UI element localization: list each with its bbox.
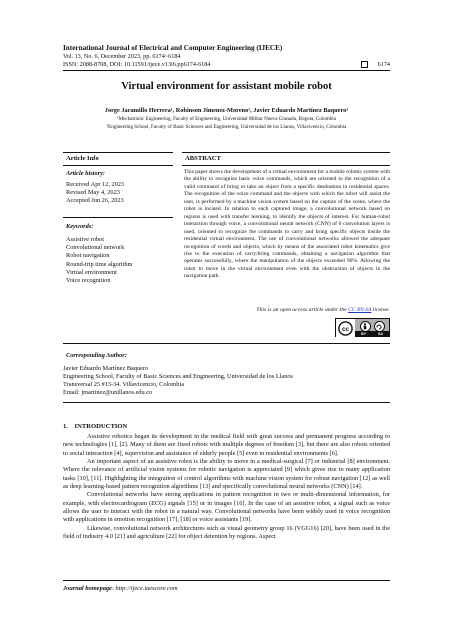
abstract-rule bbox=[182, 165, 390, 166]
journal-name: International Journal of Electrical and Computer Engineering (IJECE) bbox=[63, 44, 283, 52]
homepage-label: Journal homepage bbox=[63, 585, 112, 592]
history-item: Accepted Jun 26, 2023 bbox=[66, 197, 124, 205]
page-number-group bbox=[361, 61, 390, 68]
cc-sa-label: SA bbox=[378, 331, 383, 336]
paragraph: An important aspect of an assistive robot is the ability to move in a medical-surgical [7] or industrial [8] environment. Where the relevance of artificial vision systems for robotic navigation is appreciated [9] which gives rise to many application tasks [10], [11]. Highlighting the integration of control algorithms with machine vision system for robust navigation [12] as well as deep learning-based pattern recognition algorithms [13] and specifically convolutional neural networks (CNN) [14]. bbox=[63, 458, 390, 491]
license-suffix: license. bbox=[371, 307, 390, 313]
history-item: Received Apr 12, 2023 bbox=[66, 181, 125, 188]
introduction-heading: 1. INTRODUCTION bbox=[63, 423, 128, 430]
cc-by-label: BY bbox=[361, 331, 366, 336]
svg-text:cc: cc bbox=[341, 325, 350, 333]
square-icon bbox=[361, 61, 368, 68]
corresponding-address: Transversal 25 #13-34. Villavicencio, Colombia bbox=[63, 381, 184, 388]
article-info-rule bbox=[63, 165, 173, 166]
history-heading: Article history: bbox=[66, 170, 106, 177]
keyword-item: Robot navigation bbox=[66, 252, 110, 260]
header-rule bbox=[63, 70, 390, 71]
corresponding-email: Email: jmartinez@unillanos.edu.co bbox=[63, 389, 153, 396]
keywords-heading: Keywords: bbox=[66, 223, 94, 230]
license-link[interactable]: CC BY-SA bbox=[348, 307, 372, 313]
article-info-heading: Article Info bbox=[66, 155, 99, 162]
journal-homepage bbox=[63, 585, 178, 592]
footer-rule bbox=[63, 580, 390, 581]
affiliation-2: ²Engineering School, Faculty of Basic Sciences and Engineering, Universidad de los Llanos, Villavicencio, Colombia bbox=[106, 124, 347, 130]
paragraph: Likewise, convolutional network architectures such as visual geometry group 16 (VGG16) [20], have been used in the field of industry 4.0 [21] and agriculture [22] for object detention by regions. Aspect bbox=[63, 524, 390, 541]
author-list: Jorge Jaramillo Herrera¹, Robinson Jimenez-Moreno¹, Javier Eduardo Martínez Baquero² bbox=[104, 107, 349, 114]
corresponding-name: Javier Eduardo Martínez Baquero bbox=[63, 365, 149, 372]
keyword-list bbox=[66, 236, 132, 285]
abstract-bottom-rule bbox=[63, 343, 390, 344]
abstract-text: This paper shows the development of a virtual environment for a mobile robotic system with the ability to recognize basic voice commands, which are oriented to the recognition of a valid command of bring or take an object from a specific destination in residential spaces. The recognition of the voice command and the objects with which the robot will assist the user, is performed by a machine vision system based on the capture of the scene, where the robot is located. In relation to each captured image, a convolutional network based on regions is used with transfer learning, to identify the objects of interest. For human-robot interaction through voice, a convolutional neural network (CNN) of 6 convolution layers is used, oriented to recognize the commands to carry and bring specific objects inside the residential virtual environment. The use of convolutional networks allowed the adequate recognition of words and objects, which by means of the associated robot kinematics give rise to the execution of carry/bring commands, obtaining a navigation algorithm that operates successfully, where the manipulation of the objects exceeded 90%. Allowing the robot to move in the virtual environment even with the obstruction of objects in the navigation path. bbox=[184, 169, 390, 280]
license-prefix: This is an open access article under the bbox=[256, 307, 349, 313]
journal-volume: Vol. 13, No. 6, December 2023, pp. 6174~6184 bbox=[63, 53, 181, 60]
affiliation-1: ¹Mechatronic Engineering, Faculty of Engineering, Universidad Militar Nueva Granada, Bogota, Colombia bbox=[117, 116, 336, 122]
keyword-item: Round-trip time algorithm bbox=[66, 260, 133, 268]
corresponding-school: Engineering School, Faculty of Basic Sciences and Engineering, Universidad de los Llanos bbox=[63, 373, 293, 380]
corresponding-bottom-rule bbox=[63, 402, 390, 403]
journal-issn: ISSN: 2088-8708, DOI: 10.11591/ijece.v13i6.pp6174-6184 bbox=[63, 61, 211, 68]
keyword-item: Virtual environment bbox=[66, 268, 117, 276]
history-list bbox=[66, 181, 124, 206]
keyword-item: Convolutional network bbox=[66, 244, 125, 252]
paragraph: Assistive robotics began its development in the medical field with great success and permanent progress according to new technologies [1], [2]. Many of them are fixed robots with multiple degrees of freedom [3], but there are also robots oriented to social interaction [4], supervision and assistance of elderly people [5] even in residential environments [6]. bbox=[63, 433, 390, 457]
corresponding-heading: Corresponding Author: bbox=[66, 352, 127, 359]
paragraph: Convolutional networks have strong applications in pattern recognition in two or multi-dimensional information, for example, with electrocardiogram (ECG) signals [15] or in images [16]. In the case of an assistive robot, a signal such as voice allows the user to interact with the robot in a natural way. Convolutional networks have been widely used in voice recognition with applications in emotion recognition [17], [18] or voice assistants [19]. bbox=[63, 491, 390, 524]
page-number: 6174 bbox=[377, 61, 390, 68]
keyword-item: Assistive robot bbox=[66, 236, 104, 243]
keyword-item: Voice recognition bbox=[66, 277, 111, 285]
cc-by-sa-badge[interactable] bbox=[335, 318, 390, 337]
paper-title: Virtual environment for assistant mobile robot bbox=[121, 81, 332, 92]
history-item: Revised May 4, 2023 bbox=[66, 189, 120, 197]
abstract-heading: ABSTRACT bbox=[185, 155, 221, 162]
cc-conditions bbox=[355, 319, 389, 336]
keywords-rule bbox=[63, 217, 173, 218]
license-line bbox=[256, 307, 390, 313]
cc-logo-icon bbox=[336, 319, 355, 337]
introduction-body bbox=[63, 433, 390, 541]
abstract-top-rule bbox=[182, 152, 390, 153]
article-info-top-rule bbox=[63, 152, 173, 153]
cc-strip bbox=[355, 331, 389, 336]
homepage-url[interactable]: : http://ijece.iaescore.com bbox=[111, 585, 178, 592]
